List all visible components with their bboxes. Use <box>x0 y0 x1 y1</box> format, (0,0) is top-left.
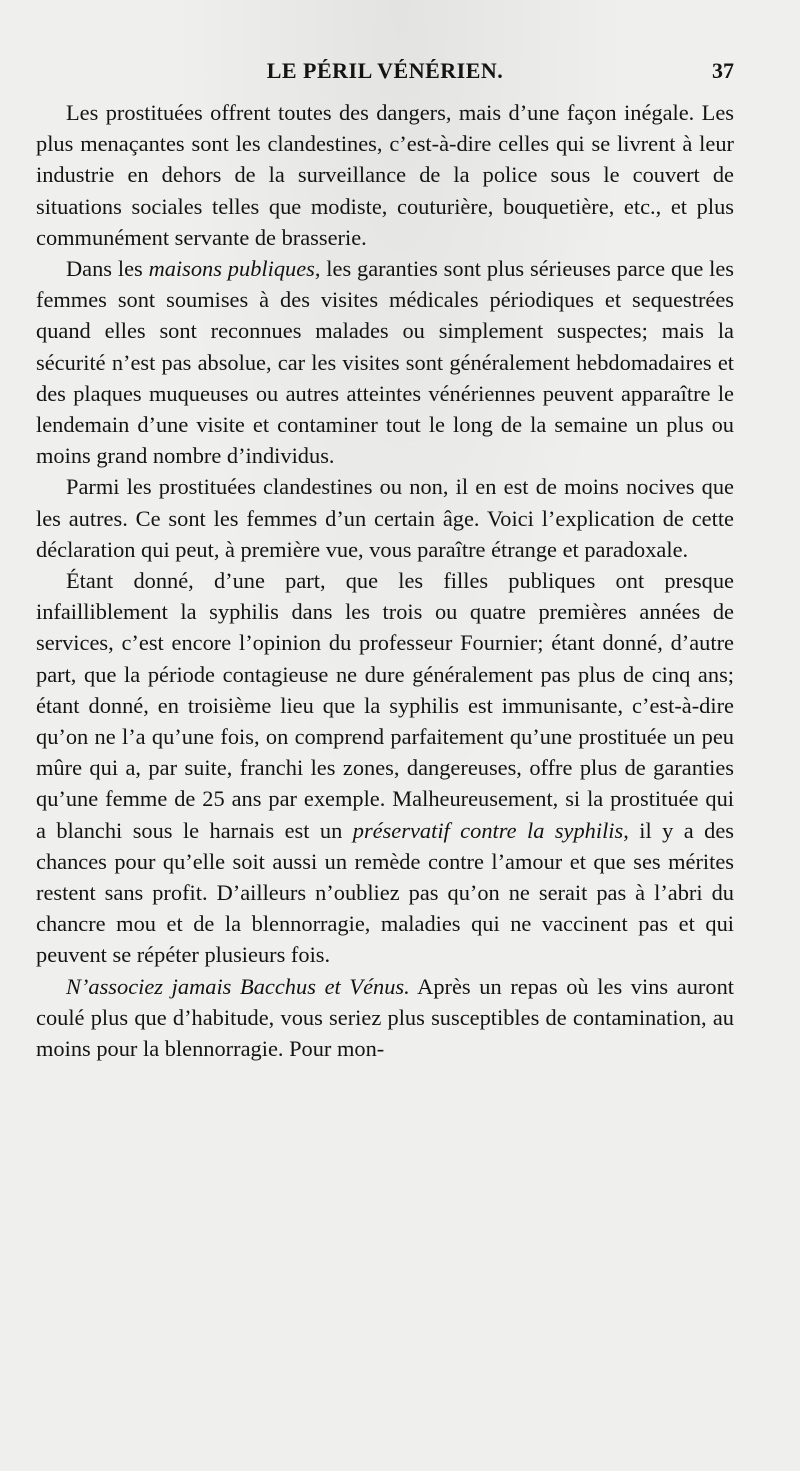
paragraph-2-text-b: , les garanties sont plus sérieuses parce que les femmes sont soumises à des visites médicales périodiques et sequestrées quand elles sont reconnues malades ou simplement suspectes; mais la sécurité n’est pas absolue, car les visites sont généralement hebdomadaires et des plaques muqueuses ou autres atteintes vénériennes peuvent apparaître le lendemain d’une visite et contaminer tout le long de la semaine un plus ou moins grand nombre d’individus. <box>36 256 734 469</box>
paragraph-2-italic-maisons-publiques: maisons publiques <box>148 256 315 282</box>
paragraph-5-text: Après un repas où les vins auront coulé plus que d’habitude, vous seriez plus susceptibles de contamination, au moins pour la blennorragie. Pour mon- <box>36 973 734 1062</box>
paragraph-4 <box>36 565 734 971</box>
page-header <box>36 58 734 88</box>
paragraph-4-text-b: , il y a des chances pour qu’elle soit aussi un remède contre l’amour et que ses mérites restent sans profit. D’ailleurs n’oubliez pas qu’on ne serait pas à l’abri du chancre mou et de la blennorragie, maladies qui ne vaccinent pas et qui peuvent se répéter plusieurs fois. <box>36 817 734 968</box>
page-number: 37 <box>712 58 734 83</box>
paragraph-3 <box>36 471 734 565</box>
running-title: LE PÉRIL VÉNÉRIEN. <box>266 58 504 83</box>
paragraph-5 <box>36 971 734 1065</box>
body-text <box>36 97 734 1064</box>
paragraph-4-italic-preservatif: préservatif contre la syphilis <box>352 817 624 843</box>
paragraph-1-text: Les prostituées offrent toutes des dangers, mais d’une façon inégale. Les plus menaçantes sont les clandestines, c’est-à-dire celles qui se livrent à leur industrie en dehors de la surveillance de la police sous le couvert de situations sociales telles que modiste, couturière, bouquetière, etc., et plus communément servante de brasserie. <box>36 100 734 250</box>
paragraph-5-italic-bacchus-venus: N’associez jamais Bacchus et Vénus. <box>66 973 410 999</box>
paragraph-1 <box>36 97 734 253</box>
paragraph-3-text: Parmi les prostituées clandestines ou non, il en est de moins nocives que les autres. Ce sont les femmes d’un certain âge. Voici l’explication de cette déclaration qui peut, à première vue, vous paraître étrange et paradoxale. <box>36 474 734 562</box>
paragraph-4-text-a: Étant donné, d’une part, que les filles publiques ont presque infailliblement la syphilis dans les trois ou quatre premières années de services, c’est encore l’opinion du professeur Fournier; étant donné, d’autre part, que la période contagieuse ne dure généralement pas plus de cinq ans; étant donné, en troisième lieu que la syphilis est immunisante, c’est-à-dire qu’on ne l’a qu’une fois, on comprend parfaitement qu’une prostituée un peu mûre qui a, par suite, franchi les zones, dangereuses, offre plus de garanties qu’une femme de 25 ans par exemple. Malheureusement, si la prostituée qui a blanchi sous le harnais est un <box>36 568 734 843</box>
paragraph-2 <box>36 253 734 471</box>
paragraph-2-text-a: Dans les <box>66 256 149 282</box>
